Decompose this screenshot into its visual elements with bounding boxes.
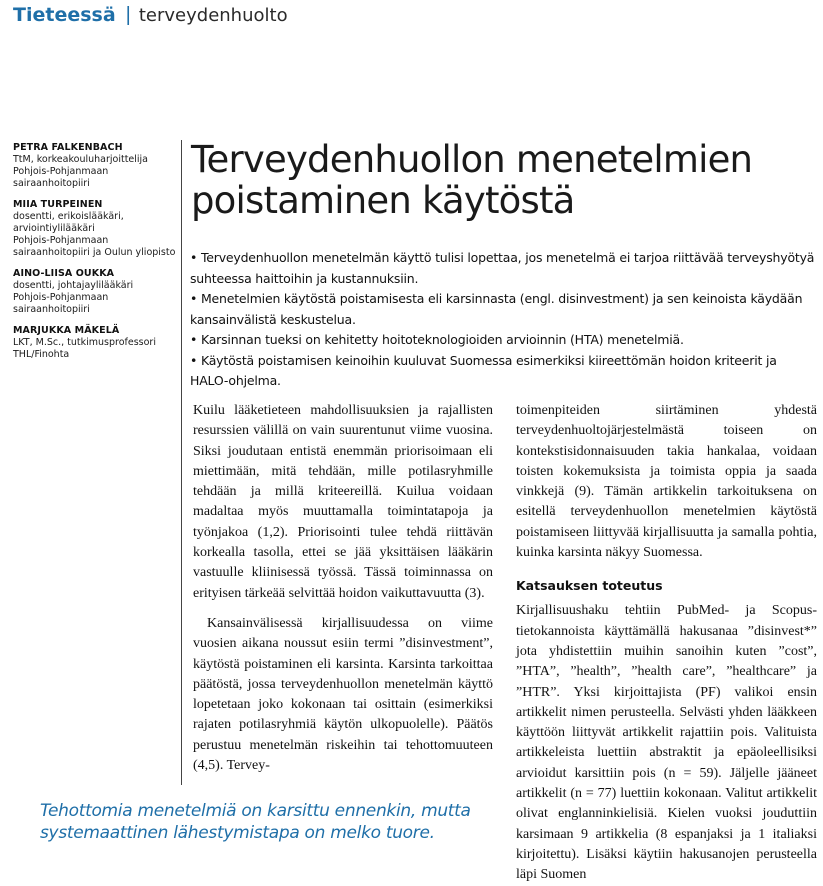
author-name: MARJUKKA MÄKELÄ — [13, 325, 120, 336]
author-affiliation: Pohjois-Pohjanmaan — [13, 235, 109, 246]
column-divider — [181, 140, 182, 785]
author-block — [13, 198, 178, 259]
body-paragraph: Kansainvälisessä kirjallisuudessa on viime vuosien aikana noussut esiin termi ”disinvestment”, käytöstä poistaminen eli karsinta. Karsinta tarkoittaa päätöstä, jossa terveydenhuollon menetelmän käyttö lopetetaan joko kokonaan tai osittain (esimerkiksi rajaten potilasryhmiä käytön ulkopuolelle). Päätös perustuu menetelmän riskeihin tai tehottomuuteen (4,5). Tervey- — [193, 615, 493, 774]
author-affiliation: sairaanhoitopiiri ja Oulun yliopisto — [13, 247, 176, 258]
page-header — [13, 2, 288, 28]
body-column-2 — [516, 401, 817, 886]
author-affiliation: Pohjois-Pohjanmaan — [13, 166, 109, 177]
author-affiliation: sairaanhoitopiiri — [13, 178, 90, 189]
subsection-label: terveydenhuolto — [138, 4, 288, 26]
article-title — [191, 139, 811, 221]
body-paragraph: toimenpiteiden siirtäminen yhdestä terveydenhuoltojärjestelmästä toiseen on kontekstisidonnaisuuden takia hankalaa, voidaan toisten kokemuksista ja toimista oppia ja saada vinkkejä (9). Tämän artikkelin tarkoituksena on esitellä terveydenhuollon menetelmien käytöstä poistamiseen liittyvää kirjallisuutta ja samalla pohtia, kuinka karsinta näkyy Suomessa. — [516, 403, 817, 561]
section-label: Tieteessä — [13, 4, 116, 26]
author-affiliation: LKT, M.Sc., tutkimusprofessori — [13, 337, 156, 348]
title-line-1: Terveydenhuollon menetelmien — [191, 138, 753, 181]
title-line-2: poistaminen käytöstä — [191, 179, 575, 222]
author-affiliation: sairaanhoitopiiri — [13, 304, 90, 315]
key-points-list — [190, 248, 815, 392]
author-affiliation: dosentti, erikoislääkäri, — [13, 211, 124, 222]
key-point: • Käytöstä poistamisen keinoihin kuuluvat Suomessa esimerkiksi kiireettömän hoidon kriteerit ja HALO-ohjelma. — [190, 352, 777, 388]
author-name: AINO-LIISA OUKKA — [13, 268, 115, 279]
author-list — [13, 141, 178, 369]
header-separator: | — [125, 4, 131, 26]
author-affiliation: TtM, korkeakouluharjoittelija — [13, 154, 149, 165]
author-name: PETRA FALKENBACH — [13, 142, 123, 153]
author-affiliation: dosentti, johtajaylilääkäri — [13, 280, 134, 291]
author-affiliation: THL/Finohta — [13, 349, 70, 360]
body-paragraph: Kirjallisuushaku tehtiin PubMed- ja Scopus-tietokannoista käyttämällä hakusanaa ”disinvest*” jota yhdistettiin muihin sanoihin kuten ”cost”, ”HTA”, ”health”, ”health care”, ”healthcare” ja ”HTR”. Yksi kirjoittajista (PF) valikoi ensin artikkelit nimen perusteella. Selvästi yhden lääkkeen käyttöön liittyvät artikkelit rajattiin pois. Valituista artikkeleista luettiin abstraktit ja epäoleellisiksi arvioidut karsittiin pois (n = 59). Jäljelle jääneet artikkelit (n = 77) luettiin kokonaan. Valitut artikkelit olivat englanninkielisiä. Kielen vuoksi jouduttiin karsimaan 9 artikkelia (8 espanjaksi ja 1 italiaksi kirjoitettu). Lisäksi käytiin hakusanojen perusteella läpi Suomen — [516, 603, 817, 883]
author-affiliation: Pohjois-Pohjanmaan — [13, 292, 109, 303]
author-block — [13, 267, 178, 316]
author-affiliation: arviointiylilääkäri — [13, 223, 95, 234]
body-paragraph: Kuilu lääketieteen mahdollisuuksien ja rajallisten resurssien välillä on vain suurentunut viime vuosina. Siksi joudutaan entistä enemmän priorisoimaan eli miettimään, mitä tehdään, mille potilasryhmille tehdään ja millä kriteereillä. Kuilua voidaan madaltaa myös muuttamalla toimintatapoja ja työnjakoa (1,2). Priorisointi tulee tehdä riittävän korkealla tasolla, ettei se jää yksittäisen lääkärin vastuulle kliinisessä työssä. Tässä toiminnassa on erityisen tärkeää selvittää hoidon vaikuttavuutta (3). — [193, 403, 493, 601]
author-block — [13, 141, 178, 190]
key-point: • Menetelmien käytöstä poistamisesta eli karsinnasta (engl. disinvestment) ja sen keinoista käydään kansainvälistä keskustelua. — [190, 291, 803, 327]
author-block — [13, 324, 178, 361]
pull-quote: Tehottomia menetelmiä on karsittu ennenkin, mutta systemaattinen lähestymistapa on melko tuore. — [40, 801, 471, 843]
key-point: • Karsinnan tueksi on kehitetty hoitoteknologioiden arvioinnin (HTA) menetelmiä. — [190, 332, 684, 347]
body-column-1 — [193, 401, 493, 776]
key-point: • Terveydenhuollon menetelmän käyttö tulisi lopettaa, jos menetelmä ei tarjoa riittävää terveyshyötyä suhteessa haittoihin ja kustannuksiin. — [190, 250, 815, 286]
section-heading: Katsauksen toteutus — [516, 578, 663, 594]
author-name: MIIA TURPEINEN — [13, 199, 103, 210]
